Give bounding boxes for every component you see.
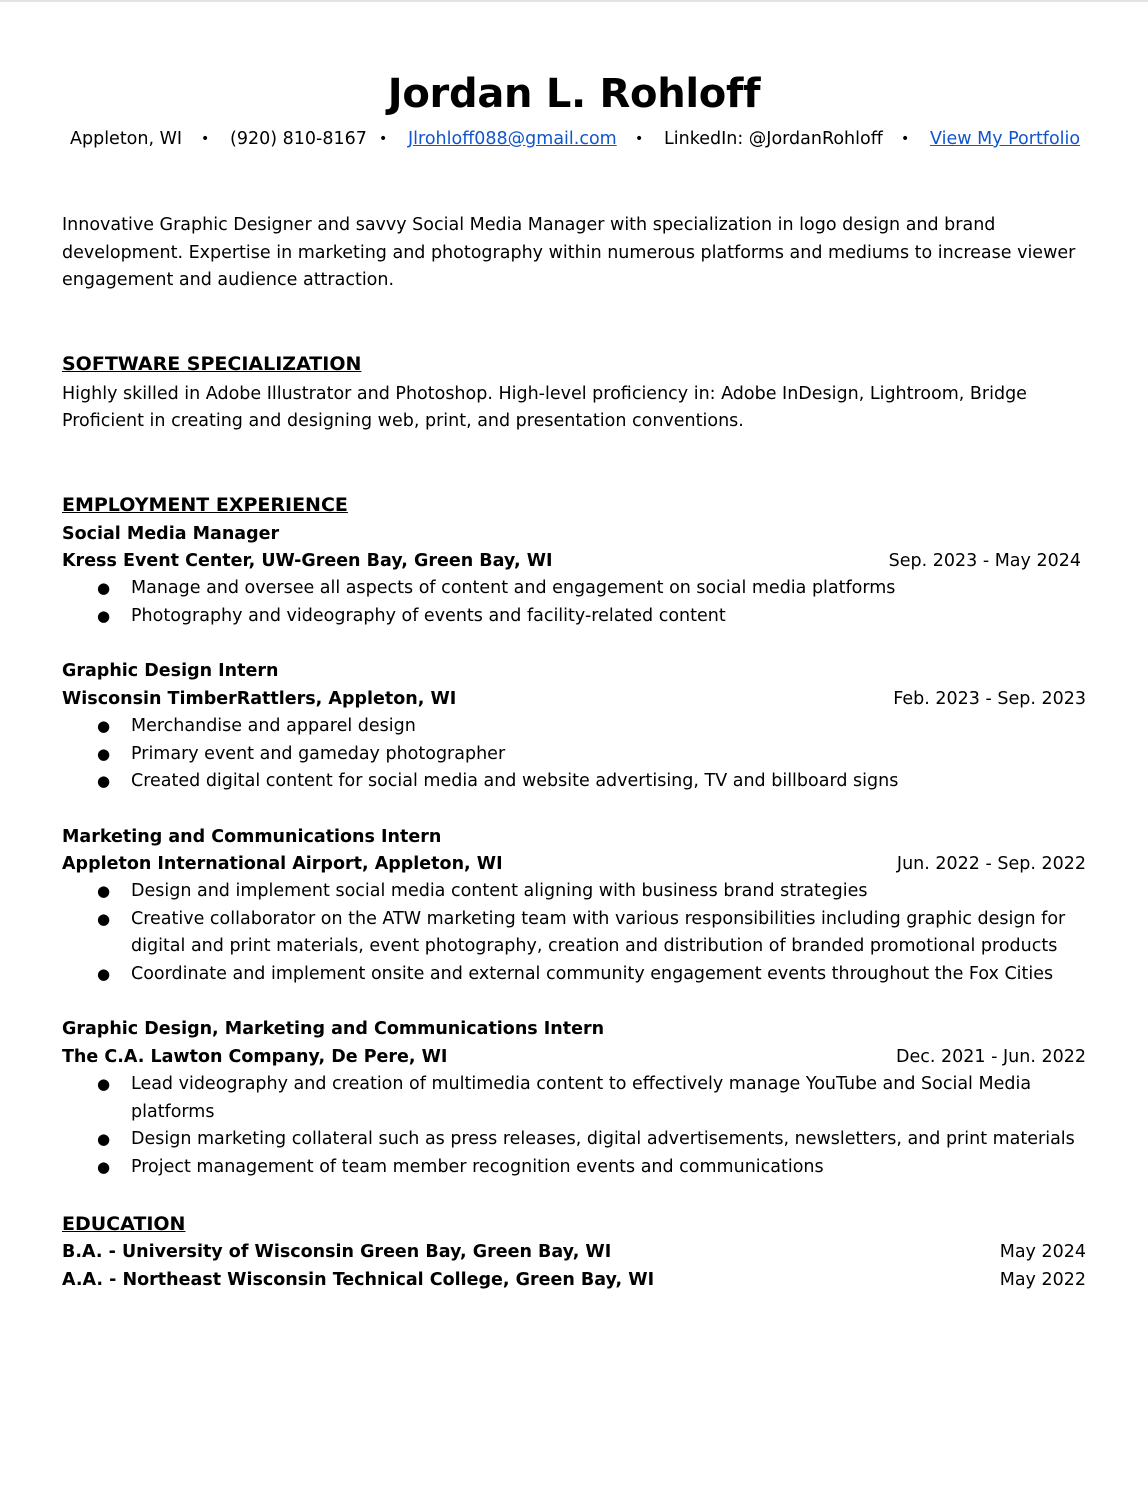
bullet-icon: ● [97, 1130, 111, 1148]
education-degree: A.A. - Northeast Wisconsin Technical College, Green Bay, WI [62, 1270, 655, 1290]
list-item: ● Photography and videography of events and facility-related content [62, 603, 1092, 631]
bullet-icon: ● [97, 909, 111, 928]
bullet-icon: ● [97, 1157, 111, 1176]
bullet-icon: ● [97, 772, 111, 790]
list-item: ● Manage and oversee all aspects of content and engagement on social media platforms [62, 575, 1092, 603]
list-item: ● Creative collaborator on the ATW marketing team with various responsibilities including graphic design for digital and print materials, event photography, creation and distribution of branded promotional products [62, 906, 1092, 961]
education-row [62, 1238, 1086, 1266]
location-text: Appleton, WI [70, 129, 183, 149]
phone-text: (920) 810-8167 [230, 129, 367, 149]
job-company-row [62, 850, 1086, 878]
job-dates: Sep. 2023 - May 2024 [888, 551, 1081, 571]
job-dates: Jun. 2022 - Sep. 2022 [896, 854, 1086, 874]
job-title: Marketing and Communications Intern [62, 827, 442, 847]
job-company: Kress Event Center, UW-Green Bay, Green Bay, WI [62, 551, 553, 571]
bullet-icon: ● [97, 717, 111, 735]
job-company: The C.A. Lawton Company, De Pere, WI [62, 1047, 448, 1067]
bullet-icon: ● [97, 964, 111, 983]
job-title: Social Media Manager [62, 524, 280, 544]
list-item: ● Primary event and gameday photographer [62, 741, 1092, 769]
list-item: ● Created digital content for social media and website advertising, TV and billboard signs [62, 768, 1092, 796]
software-line-1: Highly skilled in Adobe Illustrator and Photoshop. High-level proficiency in: Adobe InDesign, Lightroom, Bridge [62, 384, 1027, 404]
portfolio-link[interactable]: View My Portfolio [930, 129, 1081, 149]
job-dates: Feb. 2023 - Sep. 2023 [893, 689, 1086, 709]
list-item: ● Design marketing collateral such as press releases, digital advertisements, newsletters, and print materials [62, 1126, 1102, 1154]
education-date: May 2024 [999, 1242, 1086, 1262]
list-item: ● Merchandise and apparel design [62, 713, 1092, 741]
list-item: ● Lead videography and creation of multimedia content to effectively manage YouTube and Social Media platforms [62, 1071, 1102, 1126]
list-item: ● Project management of team member recognition events and communications [62, 1154, 1102, 1182]
list-item: ● Coordinate and implement onsite and external community engagement events throughout the Fox Cities [62, 961, 1092, 989]
job-bullet-list [62, 878, 1092, 988]
list-item: ● Design and implement social media content aligning with business brand strategies [62, 878, 1092, 906]
education-degree: B.A. - University of Wisconsin Green Bay, Green Bay, WI [62, 1242, 612, 1262]
job-title: Graphic Design, Marketing and Communications Intern [62, 1019, 605, 1039]
separator-dot: • [635, 131, 644, 147]
summary-paragraph: Innovative Graphic Designer and savvy Social Media Manager with specialization in logo design and brand development. Expertise in marketing and photography within numerous platforms and mediums to increase viewer engagement and audience attraction. [62, 215, 1076, 290]
education-date: May 2022 [999, 1270, 1086, 1290]
employment-heading: EMPLOYMENT EXPERIENCE [62, 494, 348, 516]
education-row [62, 1266, 1086, 1294]
separator-dot: • [379, 131, 388, 147]
job-bullet-list [62, 1071, 1102, 1181]
job-company: Wisconsin TimberRattlers, Appleton, WI [62, 689, 457, 709]
job-company: Appleton International Airport, Appleton, WI [62, 854, 503, 874]
bullet-icon: ● [97, 882, 111, 900]
job-company-row [62, 1043, 1086, 1071]
linkedin-text: LinkedIn: @JordanRohloff [664, 129, 883, 149]
education-heading: EDUCATION [62, 1213, 186, 1235]
job-bullet-list [62, 713, 1092, 796]
job-title: Graphic Design Intern [62, 661, 279, 681]
email-link[interactable]: Jlrohloff088@gmail.com [408, 129, 617, 149]
software-heading: SOFTWARE SPECIALIZATION [62, 353, 362, 375]
job-bullet-list [62, 575, 1092, 630]
bullet-icon: ● [97, 579, 111, 597]
bullet-icon: ● [97, 744, 111, 763]
bullet-icon: ● [97, 1075, 111, 1093]
bullet-icon: ● [97, 606, 111, 625]
candidate-name: Jordan L. Rohloff [387, 71, 761, 117]
separator-dot: • [201, 131, 210, 147]
separator-dot: • [901, 131, 910, 147]
job-dates: Dec. 2021 - Jun. 2022 [896, 1047, 1086, 1067]
software-line-2: Proficient in creating and designing web, print, and presentation conventions. [62, 411, 744, 431]
contact-line [0, 126, 1148, 152]
job-company-row [62, 547, 1086, 575]
job-company-row [62, 685, 1086, 713]
